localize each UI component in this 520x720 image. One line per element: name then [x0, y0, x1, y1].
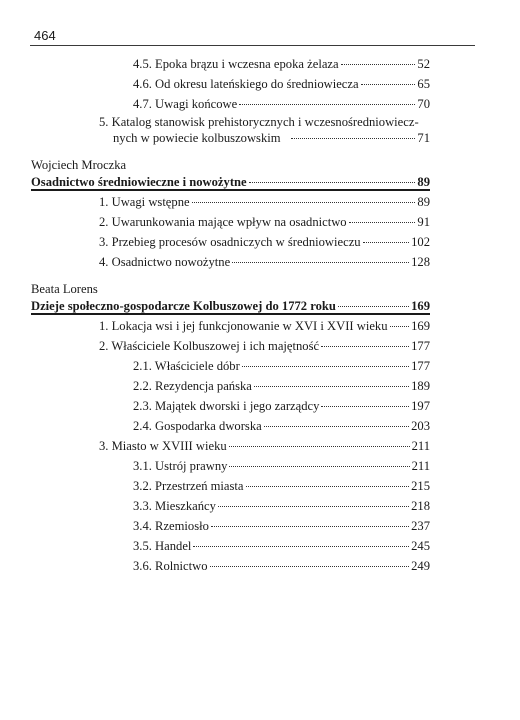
dot-leader: [291, 126, 416, 139]
dot-leader: [349, 210, 416, 223]
toc-entry[interactable]: [133, 457, 430, 474]
toc-entry-page: 245: [411, 539, 430, 553]
toc-entry-label: 2. Właściciele Kolbuszowej i ich majętność: [99, 339, 320, 353]
toc-entry-label: 3.3. Mieszkańcy: [133, 499, 216, 513]
dot-leader: [239, 92, 415, 105]
dot-leader: [341, 52, 416, 65]
toc-entry-page: 91: [417, 215, 430, 229]
toc-entry-label: 3.2. Przestrzeń miasta: [133, 479, 244, 493]
chapter-title-label: Osadnictwo średniowieczne i nowożytne: [31, 175, 247, 189]
dot-leader: [210, 554, 410, 567]
dot-leader: [264, 414, 409, 427]
dot-leader: [246, 474, 410, 487]
dot-leader: [363, 230, 410, 243]
toc-entry-label: 2.2. Rezydencja pańska: [133, 379, 252, 393]
dot-leader: [249, 170, 416, 183]
toc-entry-label: 2. Uwarunkowania mające wpływ na osadnictwo: [99, 215, 347, 229]
dot-leader: [218, 494, 409, 507]
author-name: Wojciech Mroczka: [31, 158, 127, 172]
chapter-title-page: 89: [417, 175, 430, 189]
toc-entry-label: 3.6. Rolnictwo: [133, 559, 208, 573]
dot-leader: [390, 314, 410, 327]
toc-entry-page: 71: [417, 131, 430, 145]
toc-entry[interactable]: [99, 193, 430, 210]
chapter-underline: [31, 313, 430, 315]
toc-entry-label: 3.5. Handel: [133, 539, 192, 553]
toc-entry[interactable]: [99, 337, 430, 354]
toc-entry-label: 4. Osadnictwo nowożytne: [99, 255, 231, 269]
toc-entry-label: 3. Miasto w XVIII wieku: [99, 439, 227, 453]
toc-entry-page: 197: [411, 399, 430, 413]
toc-entry-page: 249: [411, 559, 430, 573]
toc-entry-page: 169: [411, 319, 430, 333]
toc-entry[interactable]: [133, 55, 430, 72]
toc-entry-continuation: [113, 129, 430, 146]
toc-entry-label: 1. Lokacja wsi i jej funkcjonowanie w XVI i XVII wieku: [99, 319, 388, 333]
toc-entry[interactable]: [133, 75, 430, 92]
toc-entry-page: 211: [411, 459, 430, 473]
dot-leader: [192, 190, 416, 203]
toc-entry-page: 215: [411, 479, 430, 493]
toc-entry-label: 3. Przebieg procesów osadniczych w średniowieczu: [99, 235, 361, 249]
chapter-title-label: Dzieje społeczno-gospodarcze Kolbuszowej do 1772 roku: [31, 299, 336, 313]
toc-entry-label: 4.6. Od okresu lateńskiego do średniowiecza: [133, 77, 359, 91]
dot-leader: [232, 250, 409, 263]
toc-entry-page: 102: [411, 235, 430, 249]
dot-leader: [254, 374, 409, 387]
dot-leader: [321, 394, 409, 407]
toc-entry[interactable]: [133, 517, 430, 534]
toc-entry[interactable]: [133, 497, 430, 514]
dot-leader: [242, 354, 409, 367]
toc-entry-label: 2.3. Majątek dworski i jego zarządcy: [133, 399, 320, 413]
toc-entry-label: 5. Katalog stanowisk prehistorycznych i wczesnośredniowiecz-: [99, 115, 419, 129]
dot-leader: [229, 454, 409, 467]
toc-entry[interactable]: [133, 537, 430, 554]
author-name: Beata Lorens: [31, 282, 98, 296]
toc-entry-page: 52: [417, 57, 430, 71]
toc-entry[interactable]: [99, 233, 430, 250]
toc-entry[interactable]: [99, 213, 430, 230]
toc-entry-label: 3.4. Rzemiosło: [133, 519, 209, 533]
toc-entry-page: 177: [411, 339, 430, 353]
toc-entry[interactable]: [133, 397, 430, 414]
toc-entry-page: 237: [411, 519, 430, 533]
toc-entry-label: nych w powiecie kolbuszowskim: [113, 131, 281, 145]
toc-entry[interactable]: [133, 477, 430, 494]
toc-entry-page: 189: [411, 379, 430, 393]
dot-leader: [338, 294, 409, 307]
toc-entry-page: 177: [411, 359, 430, 373]
toc-entry-label: 2.1. Właściciele dóbr: [133, 359, 240, 373]
toc-entry[interactable]: [133, 557, 430, 574]
toc-entry-page: 128: [411, 255, 430, 269]
dot-leader: [321, 334, 409, 347]
dot-leader: [193, 534, 409, 547]
toc-entry[interactable]: [133, 377, 430, 394]
dot-leader: [211, 514, 409, 527]
toc-entry[interactable]: [99, 437, 430, 454]
toc-entry-page: 70: [417, 97, 430, 111]
toc-entry[interactable]: [133, 95, 430, 112]
toc-entry-label: 1. Uwagi wstępne: [99, 195, 190, 209]
toc-entry-label: 2.4. Gospodarka dworska: [133, 419, 262, 433]
chapter-title-page: 169: [411, 299, 430, 313]
toc-entry-page: 203: [411, 419, 430, 433]
toc-entry-page: 218: [411, 499, 430, 513]
toc-entry-page: 89: [417, 195, 430, 209]
dot-leader: [361, 72, 416, 85]
dot-leader: [229, 434, 410, 447]
toc-entry[interactable]: [99, 253, 430, 270]
chapter-title[interactable]: [31, 297, 430, 314]
chapter-title[interactable]: [31, 173, 430, 190]
toc-entry-label: 4.7. Uwagi końcowe: [133, 97, 238, 111]
toc-entry[interactable]: [133, 357, 430, 374]
toc-entry[interactable]: [133, 417, 430, 434]
toc-entry-label: 3.1. Ustrój prawny: [133, 459, 228, 473]
page-number: 464: [34, 28, 56, 43]
toc-entry-page: 211: [411, 439, 430, 453]
toc-entry-page: 65: [417, 77, 430, 91]
toc-entry[interactable]: [99, 317, 430, 334]
toc-entry-label: 4.5. Epoka brązu i wczesna epoka żelaza: [133, 57, 339, 71]
